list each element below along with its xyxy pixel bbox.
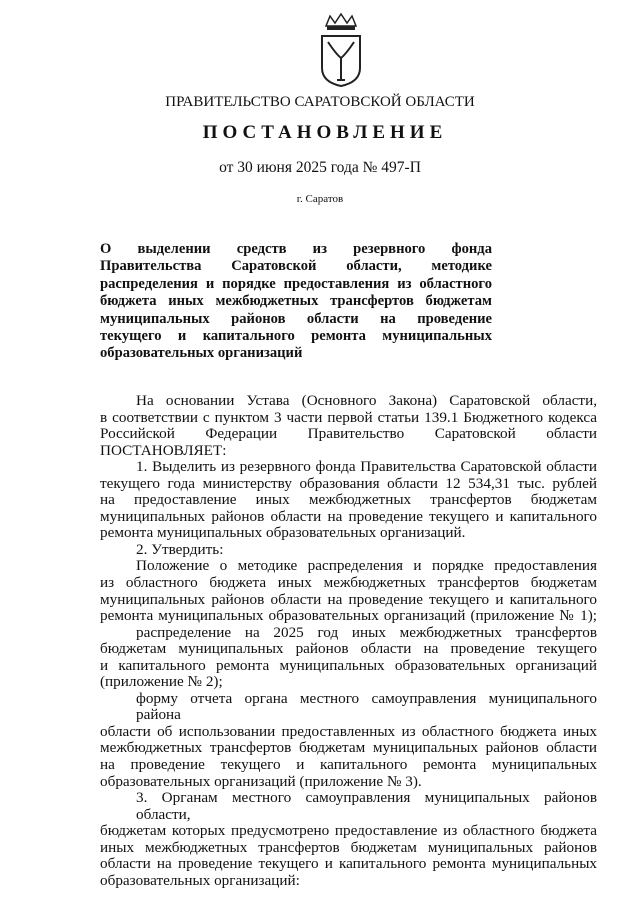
body-line: ремонта муниципальных образовательных организаций. xyxy=(100,524,466,542)
body-line: на предоставление иных межбюджетных трансфертов бюджетам xyxy=(100,491,597,509)
body-line: иных межбюджетных трансфертов бюджетам муниципальных районов xyxy=(100,838,597,856)
body-line: распределение на 2025 год иных межбюджетных трансфертов xyxy=(136,623,597,641)
body-line: 1. Выделить из резервного фонда Правительства Саратовской области xyxy=(136,458,597,476)
heading-line: текущего и капитального ремонта муниципальных xyxy=(100,328,492,345)
document-subject-heading xyxy=(100,241,492,363)
body-line: области об использовании предоставленных из областного бюджета иных xyxy=(100,722,597,740)
body-line: образовательных организаций (приложение № 3). xyxy=(100,772,422,790)
heading-line: бюджета иных межбюджетных трансфертов бюджетам xyxy=(100,293,492,310)
body-line: бюджетам которых предусмотрено предоставление из областного бюджета xyxy=(100,822,597,840)
body-line: ремонта муниципальных образовательных организаций (приложение № 1); xyxy=(100,607,597,625)
heading-line: образовательных организаций xyxy=(100,345,303,362)
body-line: муниципальных районов области на проведение текущего и капитального xyxy=(100,590,597,608)
body-line: бюджетам муниципальных районов области на проведение текущего xyxy=(100,640,597,658)
body-line: межбюджетных трансфертов бюджетам муниципальных районов области xyxy=(100,739,597,757)
date-and-number: от 30 июня 2025 года № 497-П xyxy=(219,159,421,176)
document-body xyxy=(100,393,597,889)
heading-line: Правительства Саратовской области, методике xyxy=(100,258,492,275)
heading-line: О выделении средств из резервного фонда xyxy=(100,241,492,257)
body-line: на проведение текущего и капитального ремонта муниципальных xyxy=(100,756,597,774)
coat-of-arms-emblem xyxy=(318,12,364,88)
body-line: из областного бюджета иных межбюджетных трансфертов бюджетам xyxy=(100,574,597,592)
heading-line: распределения и порядке предоставления из областного xyxy=(100,275,492,292)
government-name: ПРАВИТЕЛЬСТВО САРАТОВСКОЙ ОБЛАСТИ xyxy=(165,94,475,110)
document-title: ПОСТАНОВЛЕНИЕ xyxy=(202,122,448,143)
heading-line: муниципальных районов области на проведение xyxy=(100,310,492,327)
body-line: На основании Устава (Основного Закона) Саратовской области, xyxy=(136,392,597,409)
body-line: муниципальных районов области на проведение текущего и капитального xyxy=(100,507,597,525)
body-line: форму отчета органа местного самоуправления муниципального района xyxy=(136,689,597,724)
body-line: области на проведение текущего и капитального ремонта муниципальных xyxy=(100,855,597,873)
body-line: в соответствии с пунктом 3 части первой статьи 139.1 Бюджетного кодекса xyxy=(100,408,597,426)
body-line: Российской Федерации Правительство Саратовской области ПОСТАНОВЛЯЕТ: xyxy=(100,425,597,459)
body-line: Положение о методике распределения и порядке предоставления xyxy=(136,557,597,575)
body-line: текущего года министерству образования области 12 534,31 тыс. рублей xyxy=(100,474,597,492)
body-line: 2. Утвердить: xyxy=(136,540,224,558)
body-line: и капитального ремонта муниципальных образовательных организаций xyxy=(100,656,597,674)
body-line: образовательных организаций: xyxy=(100,871,300,889)
city: г. Саратов xyxy=(296,193,344,205)
body-line: (приложение № 2); xyxy=(100,673,223,691)
body-line: 3. Органам местного самоуправления муниципальных районов области, xyxy=(136,789,597,823)
